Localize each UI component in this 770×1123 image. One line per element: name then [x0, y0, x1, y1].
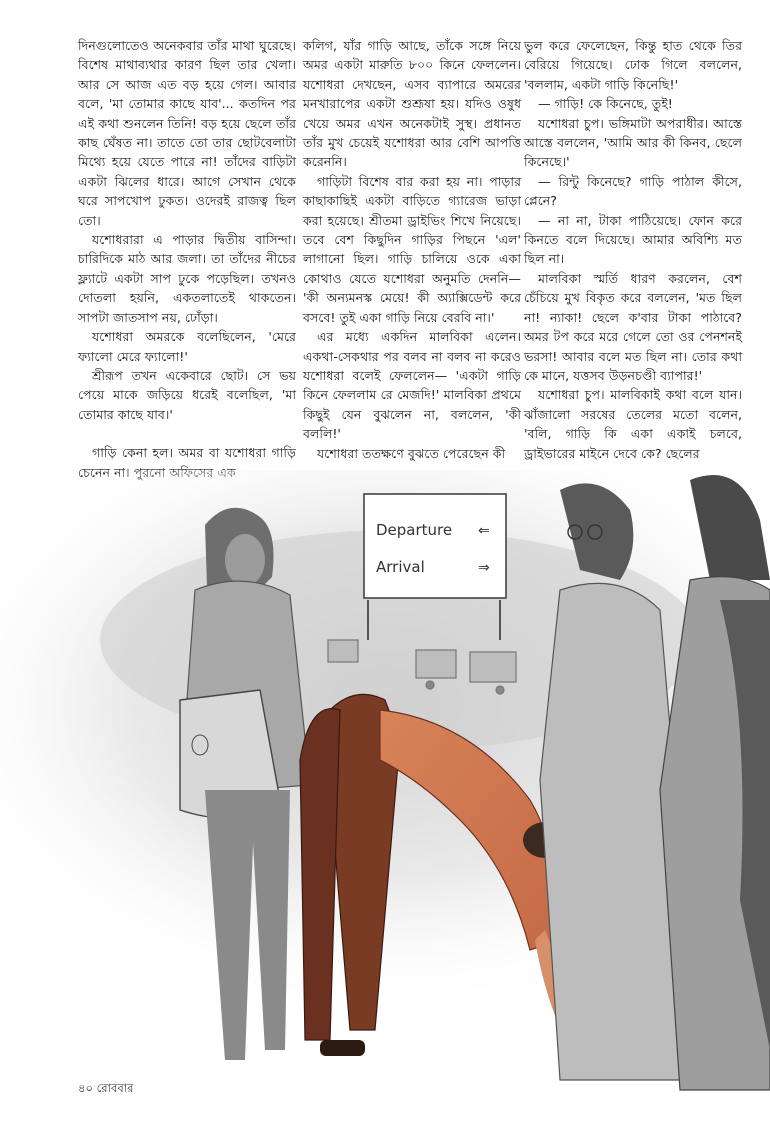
article-paragraph: এর মধ্যে একদিন মালবিকা এলেন। একথা-সেকথার পর বলব না বলব না করেও যশোধরা বলেই ফেললেন— 'একটা গাড়ি কিনে ফেললাম রে মেজদি!' মালবিকা প্রথমে কিছুই যেন বুঝলেন না, বললেন, 'কী বললি!': [303, 329, 521, 442]
page-footer: [78, 1080, 133, 1099]
article-paragraph: শ্রীরূপ তখন একেবারে ছোট। সে ভয় পেয়ে মাকে জড়িয়ে ধরেই বলেছিল, 'মা তোমার কাছে যাব।': [78, 367, 296, 422]
arrival-label: Arrival: [376, 558, 425, 576]
article-paragraph: যশোধরা চুপ। ভঙ্গিমাটা অপরাধীর। আস্তে আস্তে বললেন, 'আমি আর কী কিনব, ছেলে কিনেছে।': [524, 115, 742, 170]
departure-label: Departure: [376, 521, 453, 539]
arrival-arrow-icon: ⇒: [478, 560, 490, 576]
article-paragraph: গাড়ি কেনা হল। অমর বা যশোধরা গাড়ি: [92, 445, 296, 461]
article-paragraph: যশোধরারা এ পাড়ার দ্বিতীয় বাসিন্দা। চারিদিকে মাঠ আর জলা। তা তাঁদের নীচের ফ্ল্যাটে একটা সাপ ঢুকে পড়েছিল। তখনও দোতলা হয়নি, একতলাতেই থাকতেন। সাপটা জাতসাপ নয়, ঢোঁড়া।: [78, 232, 296, 325]
article-paragraph: ভুল করে ফেলেছেন, কিন্তু হাত থেকে তির বেরিয়ে গিয়েছে। ঢোক গিলে বললেন, 'বললাম, একটা গাড়ি কিনেছি!': [524, 38, 742, 92]
page-number: ৪০: [78, 1081, 93, 1095]
article-paragraph: যশোধরা ততক্ষণে বুঝতে পেরেছেন কী: [317, 445, 506, 461]
article-paragraph: দিনগুলোতেও অনেকবার তাঁর মাথা ঘুরেছে। বিশেষ মাথাব্যথার কারণ ছিল তার খেলা। আর সে আজ এত বড় হয়ে গেল। আবার বলে, 'মা তোমার কাছে যাব'... কতদিন পর এই কথা শুনলেন তিনি! বড় হয়ে ছেলে তাঁর কাছ ঘেঁষত না। তাতে তো তার ছোটবেলাটা মিথ্যে হয়ে যেতে পারে না! তাঁদের বাড়িটা একটা ঝিলের ধারে। আগে সেখান থেকে ঘরে সাপখোপ ঢুকত। ওদেরই রাজত্ব ছিল তো।: [78, 38, 296, 228]
article-paragraph: — না না, টাকা পাঠিয়েছে। ফোন করে কিনতে বলে দিয়েছে। আমার অবিশ্যি মত ছিল না।: [524, 212, 742, 267]
article-paragraph: — রিন্টু কিনেছে? গাড়ি পাঠাল কীসে, প্লেনে?: [524, 173, 742, 209]
text-column-2: [303, 36, 521, 463]
text-column-1: [78, 36, 296, 482]
article-paragraph: গাড়িটা বিশেষ বার করা হয় না। পাড়ার কাছাকাছিই একটা বাড়িতে গ্যারেজ ভাড়া করা হয়েছে। শ্রীতমা ড্রাইভিং শিখে নিয়েছে। তবে বেশ কিছুদিন গাড়ির পিছনে 'এল' লাগানো ছিল। গাড়ি চালিয়ে ওকে একা কোথাও যেতে যশোধরা অনুমতি দেননি— 'কী অন্যমনস্ক মেয়ে! কী অ্যাক্সিডেন্ট করে বসবে! তুই একা গাড়ি নিয়ে বেরবি না।': [303, 173, 521, 325]
text-column-3: [524, 36, 742, 463]
departure-arrow-icon: ⇐: [478, 523, 490, 539]
article-paragraph: মালবিকা স্মর্তি ধারণ করলেন, বেশ চেঁচিয়ে মুখ বিকৃত করে বললেন, 'মত ছিল না! ন্যাকা! ছেলে ক'বার টাকা পাঠাবে? অমর টপ করে মরে গেলে তো ওর পেনশনই ভরসা! আবার বলে মত ছিল না। তোর কথা কে মানে, যত্তসব উড়নচণ্ডী ব্যাপার!': [524, 270, 742, 383]
article-paragraph: যশোধরা অমরকে বলেছিলেন, 'মেরে ফ্যালো মেরে ফ্যালো!': [78, 329, 296, 364]
story-illustration: [0, 468, 770, 1123]
magazine-name: রোববার: [96, 1081, 134, 1095]
article-paragraph: — গাড়ি! কে কিনেছে, তুই!: [538, 96, 673, 112]
article-paragraph: কলিগ, যাঁর গাড়ি আছে, তাঁকে সঙ্গে নিয়ে অমর একটা মারুতি ৮০০ কিনে ফেললেন। যশোধরা দেখছেন, এসব ব্যাপারে অমরের মনখারাপের একটা শুশ্রূষা হয়। যদিও ওষুধ খেয়ে অমর এখন অনেকটাই সুস্থ। প্রধানত তাঁর মুখ চেয়েই যশোধরা আর বেশি আপত্তি করেননি।: [303, 38, 521, 170]
article-paragraph: যশোধরা চুপ। মালবিকাই কথা বলে যান। ঝাঁজালো সরষের তেলের মতো বলেন, 'বলি, গাড়ি কি একা একাই চলবে, ড্রাইভারের মাইনে দেবে কে? ছেলের: [524, 387, 742, 461]
